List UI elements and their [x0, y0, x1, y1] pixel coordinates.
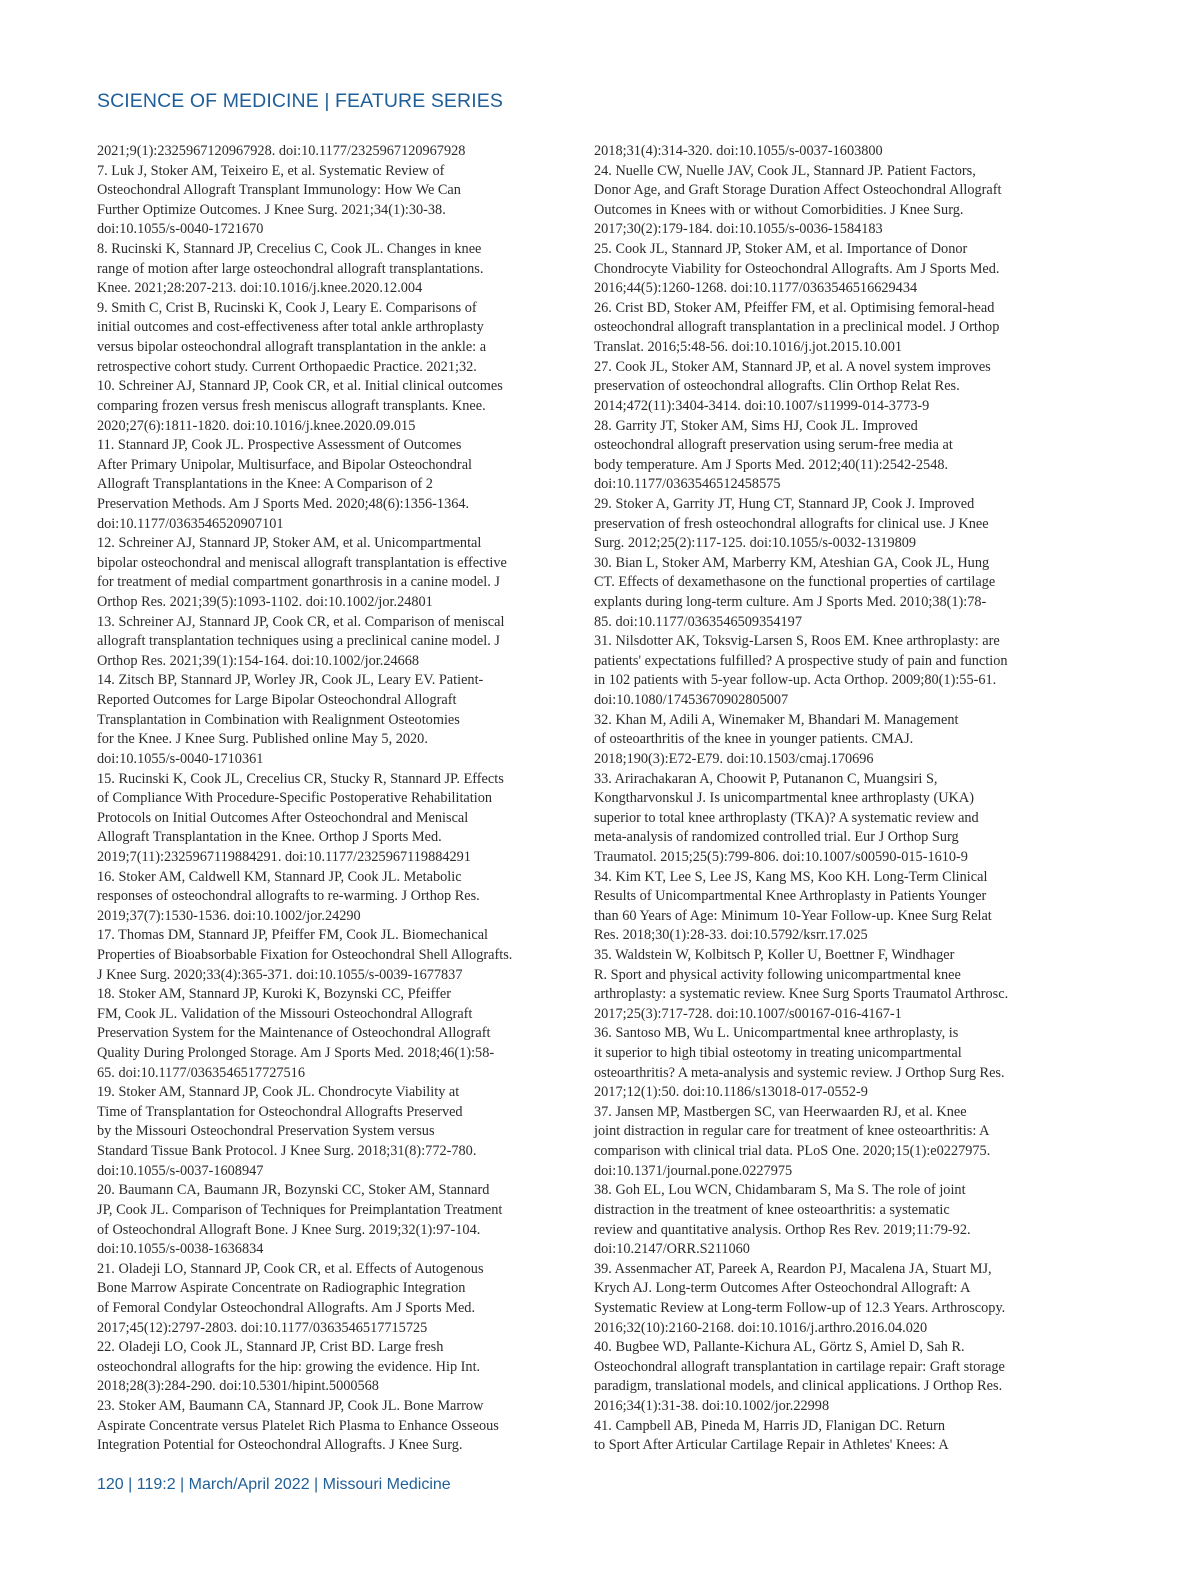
reference-line: 38. Goh EL, Lou WCN, Chidambaram S, Ma S. The role of joint: [594, 1182, 966, 1199]
reference-line: Traumatol. 2015;25(5):799-806. doi:10.1007/s00590-015-1610-9: [594, 848, 968, 865]
reference-line: than 60 Years of Age: Minimum 10-Year Follow-up. Knee Surg Relat: [594, 907, 992, 924]
reference-line: 2018;31(4):314-320. doi:10.1055/s-0037-1603800: [594, 143, 883, 159]
reference-line: 2018;28(3):284-290. doi:10.5301/hipint.5000568: [97, 1378, 379, 1395]
reference-line: osteochondral allograft preservation using serum-free media at: [594, 437, 953, 454]
reference-line: 31. Nilsdotter AK, Toksvig-Larsen S, Roos EM. Knee arthroplasty: are: [594, 633, 1000, 650]
reference-line: 32. Khan M, Adili A, Winemaker M, Bhandari M. Management: [594, 711, 959, 728]
reference-line: 2021;9(1):2325967120967928. doi:10.1177/2325967120967928: [97, 143, 466, 159]
reference-line: 7. Luk J, Stoker AM, Teixeiro E, et al. Systematic Review of: [97, 162, 445, 179]
reference-line: doi:10.2147/ORR.S211060: [594, 1241, 750, 1258]
reference-line: Results of Unicompartmental Knee Arthroplasty in Patients Younger: [594, 888, 987, 905]
reference-line: Integration Potential for Osteochondral Allografts. J Knee Surg.: [97, 1437, 463, 1454]
reference-line: Allograft Transplantation in the Knee. Orthop J Sports Med.: [97, 829, 442, 846]
reference-line: 41. Campbell AB, Pineda M, Harris JD, Flanigan DC. Return: [594, 1417, 946, 1434]
reference-line: initial outcomes and cost-effectiveness after total ankle arthroplasty: [97, 319, 484, 336]
reference-line: of Osteochondral Allograft Bone. J Knee Surg. 2019;32(1):97-104.: [97, 1221, 481, 1238]
reference-line: 85. doi:10.1177/0363546509354197: [594, 613, 802, 630]
reference-line: Time of Transplantation for Osteochondral Allografts Preserved: [97, 1103, 463, 1120]
reference-line: 27. Cook JL, Stoker AM, Stannard JP, et al. A novel system improves: [594, 358, 991, 375]
reference-line: of Femoral Condylar Osteochondral Allografts. Am J Sports Med.: [97, 1299, 476, 1316]
reference-line: Reported Outcomes for Large Bipolar Osteochondral Allograft: [97, 692, 457, 709]
reference-line: osteochondral allografts for the hip: growing the evidence. Hip Int.: [97, 1358, 481, 1375]
reference-line: joint distraction in regular care for treatment of knee osteoarthritis: A: [594, 1123, 990, 1140]
reference-line: Allograft Transplantations in the Knee: A Comparison of 2: [97, 476, 433, 493]
reference-line: 37. Jansen MP, Mastbergen SC, van Heerwaarden RJ, et al. Knee: [594, 1103, 967, 1120]
reference-line: superior to total knee arthroplasty (TKA)? A systematic review and: [594, 809, 979, 826]
reference-line: 30. Bian L, Stoker AM, Marberry KM, Ateshian GA, Cook JL, Hung: [594, 554, 990, 571]
reference-line: Outcomes in Knees with or without Comorbidities. J Knee Surg.: [594, 201, 964, 218]
reference-line: Systematic Review at Long-term Follow-up of 12.3 Years. Arthroscopy.: [594, 1299, 1006, 1316]
reference-line: versus bipolar osteochondral allograft transplantation in the ankle: a: [97, 339, 487, 356]
reference-line: Translat. 2016;5:48-56. doi:10.1016/j.jot.2015.10.001: [594, 339, 903, 356]
reference-line: Chondrocyte Viability for Osteochondral Allografts. Am J Sports Med.: [594, 260, 1000, 277]
reference-line: 33. Arirachakaran A, Choowit P, Putananon C, Muangsiri S,: [594, 770, 938, 787]
reference-line: Quality During Prolonged Storage. Am J Sports Med. 2018;46(1):58-: [97, 1045, 495, 1062]
reference-line: Res. 2018;30(1):28-33. doi:10.5792/ksrr.17.025: [594, 927, 868, 944]
reference-line: 21. Oladeji LO, Stannard JP, Cook CR, et al. Effects of Autogenous: [97, 1260, 484, 1277]
reference-line: 25. Cook JL, Stannard JP, Stoker AM, et al. Importance of Donor: [594, 241, 968, 258]
reference-line: doi:10.1177/0363546520907101: [97, 515, 284, 532]
reference-line: 16. Stoker AM, Caldwell KM, Stannard JP, Cook JL. Metabolic: [97, 868, 462, 885]
reference-line: retrospective cohort study. Current Orthopaedic Practice. 2021;32.: [97, 358, 477, 375]
reference-line: allograft transplantation techniques using a preclinical canine model. J: [97, 633, 500, 650]
page-header: SCIENCE OF MEDICINE | FEATURE SERIES: [97, 90, 503, 112]
reference-line: Knee. 2021;28:207-213. doi:10.1016/j.knee.2020.12.004: [97, 280, 423, 297]
reference-line: 23. Stoker AM, Baumann CA, Stannard JP, Cook JL. Bone Marrow: [97, 1398, 484, 1414]
reference-line: by the Missouri Osteochondral Preservation System versus: [97, 1123, 435, 1140]
reference-line: 2019;7(11):2325967119884291. doi:10.1177/2325967119884291: [97, 848, 471, 865]
reference-line: range of motion after large osteochondral allograft transplantations.: [97, 260, 484, 277]
reference-line: 12. Schreiner AJ, Stannard JP, Stoker AM, et al. Unicompartmental: [97, 535, 482, 552]
reference-line: osteoarthritis? A meta-analysis and systemic review. J Orthop Surg Res.: [594, 1064, 1005, 1081]
reference-line: Preservation Methods. Am J Sports Med. 2020;48(6):1356-1364.: [97, 495, 470, 512]
reference-line: 34. Kim KT, Lee S, Lee JS, Kang MS, Koo KH. Long-Term Clinical: [594, 868, 988, 885]
reference-line: Osteochondral allograft transplantation in cartilage repair: Graft storage: [594, 1358, 1005, 1375]
reference-line: of osteoarthritis of the knee in younger patients. CMAJ.: [594, 731, 914, 748]
reference-line: Further Optimize Outcomes. J Knee Surg. 2021;34(1):30-38.: [97, 201, 446, 218]
reference-line: patients' expectations fulfilled? A prospective study of pain and function: [594, 652, 1008, 669]
reference-line: to Sport After Articular Cartilage Repair in Athletes' Knees: A: [594, 1437, 949, 1454]
reference-line: 11. Stannard JP, Cook JL. Prospective Assessment of Outcomes: [97, 437, 462, 454]
reference-line: 65. doi:10.1177/0363546517727516: [97, 1064, 305, 1081]
reference-line: bipolar osteochondral and meniscal allograft transplantation is effective: [97, 554, 507, 571]
reference-line: 40. Bugbee WD, Pallante-Kichura AL, Görtz S, Amiel D, Sah R.: [594, 1339, 965, 1356]
reference-line: 26. Crist BD, Stoker AM, Pfeiffer FM, et al. Optimising femoral-head: [594, 299, 995, 316]
reference-line: 2017;30(2):179-184. doi:10.1055/s-0036-1584183: [594, 221, 883, 238]
reference-line: R. Sport and physical activity following unicompartmental knee: [594, 966, 961, 983]
reference-line: comparing frozen versus fresh meniscus allograft transplants. Knee.: [97, 397, 486, 414]
reference-line: 2020;27(6):1811-1820. doi:10.1016/j.knee.2020.09.015: [97, 417, 416, 434]
reference-line: Properties of Bioabsorbable Fixation for Osteochondral Shell Allografts.: [97, 946, 513, 963]
reference-line: 17. Thomas DM, Stannard JP, Pfeiffer FM, Cook JL. Biomechanical: [97, 927, 489, 944]
reference-line: meta-analysis of randomized controlled trial. Eur J Orthop Surg: [594, 829, 959, 846]
reference-line: Protocols on Initial Outcomes After Osteochondral and Meniscal: [97, 809, 469, 826]
reference-line: 9. Smith C, Crist B, Rucinski K, Cook J, Leary E. Comparisons of: [97, 299, 477, 316]
reference-line: body temperature. Am J Sports Med. 2012;40(11):2542-2548.: [594, 456, 949, 473]
reference-line: 2014;472(11):3404-3414. doi:10.1007/s11999-014-3773-9: [594, 397, 930, 414]
reference-line: 39. Assenmacher AT, Pareek A, Reardon PJ, Macalena JA, Stuart MJ,: [594, 1260, 992, 1277]
reference-line: 2016;44(5):1260-1268. doi:10.1177/0363546516629434: [594, 280, 918, 297]
reference-line: doi:10.1055/s-0038-1636834: [97, 1241, 264, 1258]
reference-line: doi:10.1080/17453670902805007: [594, 692, 789, 709]
reference-line: Orthop Res. 2021;39(1):154-164. doi:10.1002/jor.24668: [97, 652, 420, 669]
reference-line: of Compliance With Procedure-Specific Postoperative Rehabilitation: [97, 790, 493, 807]
reference-line: 19. Stoker AM, Stannard JP, Cook JL. Chondrocyte Viability at: [97, 1084, 460, 1101]
references-left-column: [97, 142, 557, 1456]
reference-line: 28. Garrity JT, Stoker AM, Sims HJ, Cook JL. Improved: [594, 417, 918, 434]
reference-line: 36. Santoso MB, Wu L. Unicompartmental knee arthroplasty, is: [594, 1025, 959, 1042]
reference-line: JP, Cook JL. Comparison of Techniques for Preimplantation Treatment: [97, 1201, 503, 1218]
reference-line: osteochondral allograft transplantation in a preclinical model. J Orthop: [594, 319, 1000, 336]
reference-line: doi:10.1371/journal.pone.0227975: [594, 1162, 793, 1179]
reference-line: 13. Schreiner AJ, Stannard JP, Cook CR, et al. Comparison of meniscal: [97, 613, 505, 630]
reference-line: Transplantation in Combination with Realignment Osteotomies: [97, 711, 460, 728]
reference-line: Preservation System for the Maintenance of Osteochondral Allograft: [97, 1025, 491, 1042]
reference-line: 2016;32(10):2160-2168. doi:10.1016/j.arthro.2016.04.020: [594, 1319, 928, 1336]
reference-line: 35. Waldstein W, Kolbitsch P, Koller U, Boettner F, Windhager: [594, 946, 955, 963]
reference-line: 2016;34(1):31-38. doi:10.1002/jor.22998: [594, 1398, 830, 1414]
reference-line: 22. Oladeji LO, Cook JL, Stannard JP, Crist BD. Large fresh: [97, 1339, 444, 1356]
reference-line: 15. Rucinski K, Cook JL, Crecelius CR, Stucky R, Stannard JP. Effects: [97, 770, 504, 787]
references-right-column: [594, 142, 1054, 1456]
reference-line: explants during long-term culture. Am J Sports Med. 2010;38(1):78-: [594, 594, 987, 611]
reference-line: preservation of fresh osteochondral allografts for clinical use. J Knee: [594, 515, 989, 532]
page-footer: 120 | 119:2 | March/April 2022 | Missouri Medicine: [97, 1476, 451, 1493]
reference-line: FM, Cook JL. Validation of the Missouri Osteochondral Allograft: [97, 1005, 473, 1022]
reference-line: paradigm, translational models, and clinical applications. J Orthop Res.: [594, 1378, 1003, 1395]
reference-line: doi:10.1055/s-0037-1608947: [97, 1162, 264, 1179]
reference-line: doi:10.1177/0363546512458575: [594, 476, 781, 493]
reference-line: 10. Schreiner AJ, Stannard JP, Cook CR, et al. Initial clinical outcomes: [97, 378, 503, 395]
reference-line: 2017;12(1):50. doi:10.1186/s13018-017-0552-9: [594, 1084, 868, 1101]
reference-line: 14. Zitsch BP, Stannard JP, Worley JR, Cook JL, Leary EV. Patient-: [97, 672, 484, 689]
reference-line: Standard Tissue Bank Protocol. J Knee Surg. 2018;31(8):772-780.: [97, 1143, 477, 1160]
reference-line: arthroplasty: a systematic review. Knee Surg Sports Traumatol Arthrosc.: [594, 986, 1009, 1003]
reference-line: for the Knee. J Knee Surg. Published online May 5, 2020.: [97, 731, 428, 748]
reference-line: 24. Nuelle CW, Nuelle JAV, Cook JL, Stannard JP. Patient Factors,: [594, 162, 976, 179]
reference-line: review and quantitative analysis. Orthop Res Rev. 2019;11:79-92.: [594, 1221, 971, 1238]
reference-line: responses of osteochondral allografts to re-warming. J Orthop Res.: [97, 888, 480, 905]
reference-line: Surg. 2012;25(2):117-125. doi:10.1055/s-0032-1319809: [594, 535, 917, 552]
reference-line: CT. Effects of dexamethasone on the functional properties of cartilage: [594, 574, 996, 591]
reference-line: 2018;190(3):E72-E79. doi:10.1503/cmaj.170696: [594, 750, 874, 767]
reference-line: Donor Age, and Graft Storage Duration Affect Osteochondral Allograft: [594, 182, 1002, 199]
reference-line: Krych AJ. Long-term Outcomes After Osteochondral Allograft: A: [594, 1280, 971, 1297]
reference-line: doi:10.1055/s-0040-1721670: [97, 221, 264, 238]
reference-line: Bone Marrow Aspirate Concentrate on Radiographic Integration: [97, 1280, 466, 1297]
reference-line: Orthop Res. 2021;39(5):1093-1102. doi:10.1002/jor.24801: [97, 594, 433, 611]
reference-line: in 102 patients with 5-year follow-up. Acta Orthop. 2009;80(1):55-61.: [594, 672, 997, 689]
reference-line: preservation of osteochondral allografts. Clin Orthop Relat Res.: [594, 378, 960, 395]
reference-line: 2017;45(12):2797-2803. doi:10.1177/0363546517715725: [97, 1319, 428, 1336]
reference-line: it superior to high tibial osteotomy in treating unicompartmental: [594, 1045, 962, 1062]
reference-line: distraction in the treatment of knee osteoarthritis: a systematic: [594, 1201, 950, 1218]
reference-line: Aspirate Concentrate versus Platelet Rich Plasma to Enhance Osseous: [97, 1417, 499, 1434]
reference-line: comparison with clinical trial data. PLoS One. 2020;15(1):e0227975.: [594, 1143, 991, 1160]
reference-line: J Knee Surg. 2020;33(4):365-371. doi:10.1055/s-0039-1677837: [97, 966, 463, 983]
reference-line: 20. Baumann CA, Baumann JR, Bozynski CC, Stoker AM, Stannard: [97, 1182, 490, 1199]
reference-line: 29. Stoker A, Garrity JT, Hung CT, Stannard JP, Cook J. Improved: [594, 495, 975, 512]
reference-line: Kongtharvonskul J. Is unicompartmental knee arthroplasty (UKA): [594, 790, 974, 807]
reference-line: Osteochondral Allograft Transplant Immunology: How We Can: [97, 182, 461, 199]
reference-line: After Primary Unipolar, Multisurface, and Bipolar Osteochondral: [97, 456, 473, 473]
reference-line: doi:10.1055/s-0040-1710361: [97, 750, 264, 767]
reference-line: 2017;25(3):717-728. doi:10.1007/s00167-016-4167-1: [594, 1005, 902, 1022]
reference-line: 8. Rucinski K, Stannard JP, Crecelius C, Cook JL. Changes in knee: [97, 241, 482, 258]
reference-line: 18. Stoker AM, Stannard JP, Kuroki K, Bozynski CC, Pfeiffer: [97, 986, 451, 1003]
reference-line: for treatment of medial compartment gonarthrosis in a canine model. J: [97, 574, 500, 591]
reference-line: 2019;37(7):1530-1536. doi:10.1002/jor.24290: [97, 907, 361, 924]
